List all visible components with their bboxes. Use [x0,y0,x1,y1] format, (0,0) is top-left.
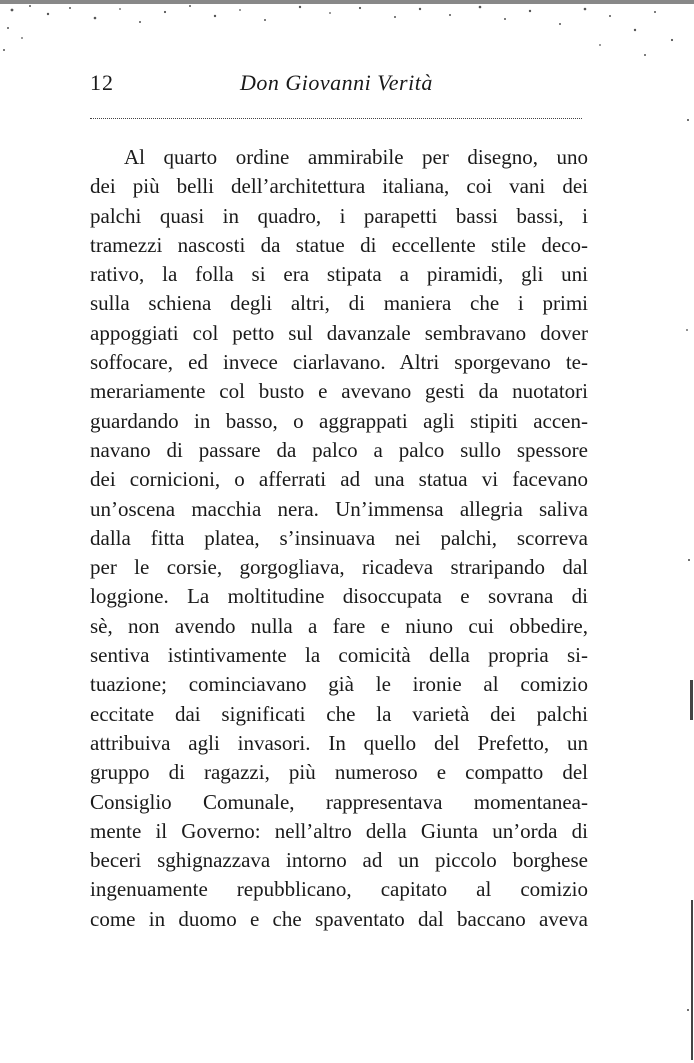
text-line: sè, non avendo nulla a fare e niuno cui obbedire, [90,613,588,638]
text-line: sentiva istintivamente la comicità della propria si- [90,643,588,668]
text-line: soffocare, ed invece ciarlavano. Altri sporgevano te- [90,350,588,375]
text-line: Al quarto ordine ammirabile per disegno, uno [124,145,588,169]
text-line: palchi quasi in quadro, i parapetti bassi bassi, i [90,203,588,228]
text-line: eccitate dai significati che la varietà dei palchi [90,701,588,726]
text-line: beceri sghignazzava intorno ad un piccolo borghese [90,848,588,873]
page-number: 12 [90,70,114,95]
text-line: ingenuamente repubblicano, capitato al comizio [90,877,588,902]
text-line: loggione. La moltitudine disoccupata e sovrana di [90,584,588,609]
text-line: merariamente col busto e avevano gesti da nuotatori [90,379,588,404]
text-line: un’oscena macchia nera. Un’immensa allegria saliva [90,496,588,521]
text-line: navano di passare da palco a palco sullo spessore [90,437,588,462]
text-line: dalla fitta platea, s’insinuava nei palchi, scorreva [90,525,588,550]
text-line: tuazione; cominciavano già le ironie al comizio [90,672,588,697]
running-title: Don Giovanni Verità [240,70,433,95]
text-line: dei più belli dell’architettura italiana, coi vani dei [90,174,588,199]
text-line: tramezzi nascosti da statue di eccellente stile deco- [90,232,588,257]
text-line: dei cornicioni, o afferrati ad una statua vi facevano [90,467,588,492]
text-line: appoggiati col petto sul davanzale sembravano dover [90,320,588,345]
text-line: attribuiva agli invasori. In quello del Prefetto, un [90,730,588,755]
scan-noise-right [682,0,694,1063]
running-header [90,70,590,110]
header-divider [90,118,582,119]
text-line: sulla schiena degli altri, di maniera che i primi [90,291,588,316]
body-paragraph [90,143,588,934]
text-line: rativo, la folla si era stipata a piramidi, gli uni [90,262,588,287]
text-line: guardando in basso, o aggrappati agli stipiti accen- [90,408,588,433]
text-line: come in duomo e che spaventato dal baccano aveva [90,906,588,931]
text-line: gruppo di ragazzi, più numeroso e compatto del [90,760,588,785]
scan-noise-top [0,0,694,70]
text-line: Consiglio Comunale, rappresentava momentanea- [90,789,588,814]
text-line: mente il Governo: nell’altro della Giunta un’orda di [90,818,588,843]
text-line: per le corsie, gorgogliava, ricadeva straripando dal [90,555,588,580]
